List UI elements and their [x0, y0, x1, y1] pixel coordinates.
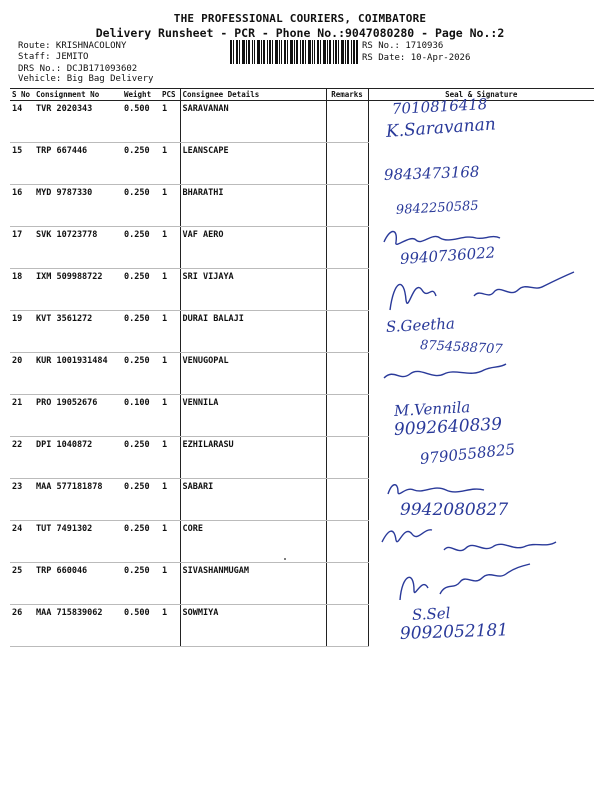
row-weight: 0.500 — [122, 101, 160, 143]
row-pcs: 1 — [160, 185, 180, 227]
row-remarks — [326, 227, 368, 269]
row-weight: 0.500 — [122, 605, 160, 647]
signature-scribble — [380, 224, 530, 254]
column-header-consignee: Consignee Details — [180, 89, 326, 101]
handwritten-phone: 9940736022 — [399, 243, 496, 268]
row-remarks — [326, 269, 368, 311]
rs-number: RS No.: 1710936 — [362, 41, 444, 51]
row-weight: 0.250 — [122, 563, 160, 605]
row-consignment: KVT 3561272 — [34, 311, 122, 353]
row-consignment: DPI 1040872 — [34, 437, 122, 479]
row-remarks — [326, 479, 368, 521]
row-sno: 26 — [10, 605, 34, 647]
row-remarks — [326, 353, 368, 395]
column-header-sno: S No — [10, 89, 34, 101]
row-pcs: 1 — [160, 269, 180, 311]
row-sno: 22 — [10, 437, 34, 479]
row-sno: 24 — [10, 521, 34, 563]
handwritten-phone: 9092052181 — [399, 620, 509, 644]
row-consignment: PRO 19052676 — [34, 395, 122, 437]
row-weight: 0.250 — [122, 227, 160, 269]
row-pcs: 1 — [160, 227, 180, 269]
staff-label: Staff: JEMITO — [18, 52, 89, 62]
row-remarks — [326, 605, 368, 647]
handwritten-phone: 9942080827 — [400, 500, 509, 520]
handwritten-phone: 9092640839 — [393, 414, 503, 440]
row-pcs: 1 — [160, 521, 180, 563]
row-consignment: MAA 715839062 — [34, 605, 122, 647]
row-pcs: 1 — [160, 563, 180, 605]
row-sno: 17 — [10, 227, 34, 269]
row-consignment: TRP 667446 — [34, 143, 122, 185]
signature-scribble — [440, 536, 560, 560]
stray-mark — [284, 558, 286, 560]
row-consignee: SARAVANAN — [180, 101, 326, 143]
signature-scribble — [384, 478, 494, 500]
barcode-image — [230, 40, 358, 64]
row-sno: 20 — [10, 353, 34, 395]
handwritten-phone: 9790558825 — [419, 440, 516, 468]
row-pcs: 1 — [160, 143, 180, 185]
table-row — [10, 101, 594, 143]
row-weight: 0.250 — [122, 311, 160, 353]
signature-scribble — [380, 360, 510, 386]
row-weight: 0.250 — [122, 437, 160, 479]
signature-scribble — [384, 270, 584, 318]
row-consignment: MAA 577181878 — [34, 479, 122, 521]
row-pcs: 1 — [160, 311, 180, 353]
row-remarks — [326, 395, 368, 437]
column-header-consignment: Consignment No — [34, 89, 122, 101]
row-sno: 21 — [10, 395, 34, 437]
row-consignee: VENNILA — [180, 395, 326, 437]
row-consignee: LEANSCAPE — [180, 143, 326, 185]
row-sno: 23 — [10, 479, 34, 521]
row-sno: 14 — [10, 101, 34, 143]
table-row — [10, 395, 594, 437]
signature-scribble — [378, 520, 438, 550]
row-consignment: TUT 7491302 — [34, 521, 122, 563]
table-row — [10, 185, 594, 227]
handwritten-phone: 9843473168 — [383, 162, 480, 184]
row-consignee: VENUGOPAL — [180, 353, 326, 395]
row-remarks — [326, 101, 368, 143]
row-remarks — [326, 563, 368, 605]
row-pcs: 1 — [160, 437, 180, 479]
row-consignment: SVK 10723778 — [34, 227, 122, 269]
row-sno: 18 — [10, 269, 34, 311]
handwritten-phone: 8754588707 — [419, 338, 503, 358]
handwritten-phone: 7010816418 — [391, 95, 488, 118]
row-pcs: 1 — [160, 395, 180, 437]
row-consignee: DURAI BALAJI — [180, 311, 326, 353]
row-consignee: SRI VIJAYA — [180, 269, 326, 311]
runsheet-subtitle: Delivery Runsheet - PCR - Phone No.:9047080280 - Page No.:2 — [95, 26, 505, 40]
handwritten-signature: M.Vennila — [393, 398, 471, 420]
row-remarks — [326, 437, 368, 479]
row-consignee: SABARI — [180, 479, 326, 521]
row-consignment: MYD 9787330 — [34, 185, 122, 227]
row-consignment: TVR 2020343 — [34, 101, 122, 143]
row-sno: 16 — [10, 185, 34, 227]
row-weight: 0.250 — [122, 185, 160, 227]
table-header-row — [10, 89, 594, 101]
column-header-pcs: PCS — [160, 89, 180, 101]
row-consignment: IXM 509988722 — [34, 269, 122, 311]
drs-number: DRS No.: DCJB171093602 — [18, 64, 138, 74]
route-label: Route: KRISHNACOLONY — [18, 41, 127, 51]
company-title: THE PROFESSIONAL COURIERS, COIMBATORE — [173, 12, 427, 25]
row-weight: 0.250 — [122, 353, 160, 395]
row-consignee: VAF AERO — [180, 227, 326, 269]
row-consignee: SIVASHANMUGAM — [180, 563, 326, 605]
row-weight: 0.250 — [122, 479, 160, 521]
row-sno: 19 — [10, 311, 34, 353]
row-remarks — [326, 185, 368, 227]
row-remarks — [326, 521, 368, 563]
row-sno: 25 — [10, 563, 34, 605]
row-consignment: TRP 660046 — [34, 563, 122, 605]
handwritten-signature: K.Saravanan — [385, 114, 497, 142]
rs-date: RS Date: 10-Apr-2026 — [362, 53, 471, 63]
row-consignee: SOWMIYA — [180, 605, 326, 647]
row-consignee: BHARATHI — [180, 185, 326, 227]
row-consignee: CORE — [180, 521, 326, 563]
vehicle-label: Vehicle: Big Bag Delivery — [18, 74, 154, 84]
row-remarks — [326, 143, 368, 185]
column-header-remarks: Remarks — [326, 89, 368, 101]
handwritten-phone: 9842250585 — [395, 198, 479, 218]
row-pcs: 1 — [160, 605, 180, 647]
column-header-weight: Weight — [122, 89, 160, 101]
row-pcs: 1 — [160, 353, 180, 395]
row-weight: 0.100 — [122, 395, 160, 437]
row-sno: 15 — [10, 143, 34, 185]
handwritten-signature: S.Sel — [411, 603, 451, 624]
row-weight: 0.250 — [122, 521, 160, 563]
row-weight: 0.250 — [122, 143, 160, 185]
row-pcs: 1 — [160, 101, 180, 143]
table-row — [10, 143, 594, 185]
row-weight: 0.250 — [122, 269, 160, 311]
row-remarks — [326, 311, 368, 353]
row-consignment: KUR 1001931484 — [34, 353, 122, 395]
signature-scribble — [394, 560, 534, 606]
row-pcs: 1 — [160, 479, 180, 521]
row-consignee: EZHILARASU — [180, 437, 326, 479]
column-header-seal: Seal & Signature — [368, 89, 594, 101]
handwritten-signature: S.Geetha — [385, 314, 456, 336]
